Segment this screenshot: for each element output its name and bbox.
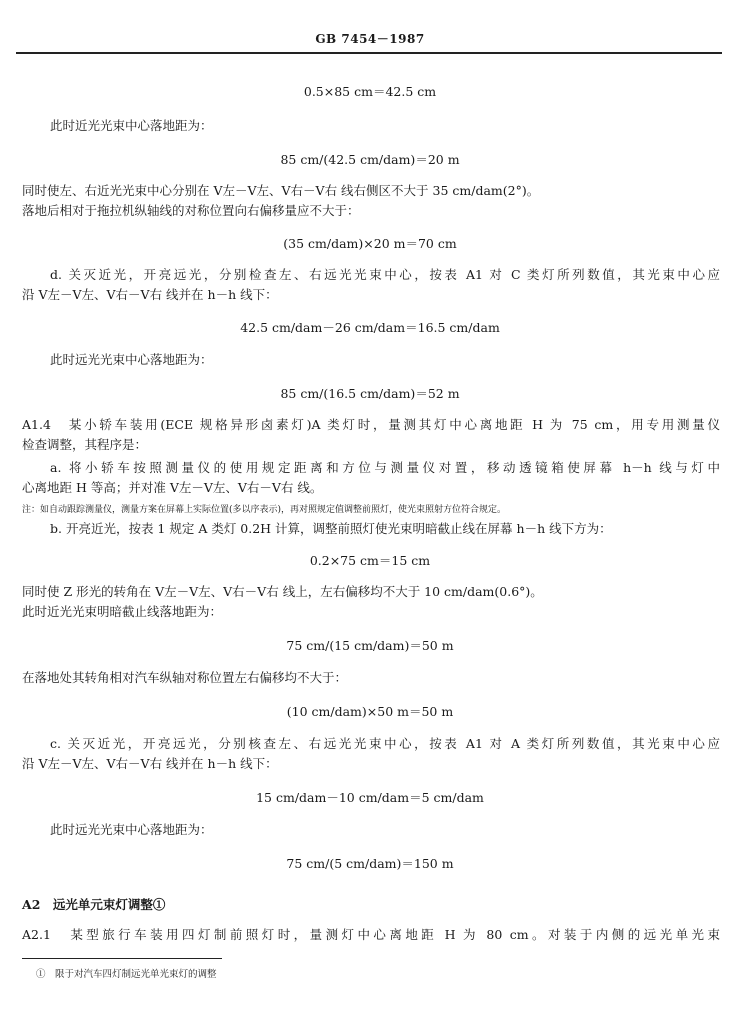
formula-line: 75 cm/(15 cm/dam)＝50 m	[286, 638, 454, 653]
header-rule	[16, 52, 722, 54]
text-line: 沿 V左－V左、V右－V右 线并在 h－h 线下：	[22, 756, 278, 771]
formula-line: 85 cm/(42.5 cm/dam)＝20 m	[280, 152, 460, 167]
section-line: A1.4 某小轿车装用(ECE 规格异形卤素灯)A 类灯时，量测其灯中心离地距 H 为 75 cm，用专用测量仪	[22, 417, 720, 432]
text-line: 在落地处其转角相对汽车纵轴对称位置左右偏移均不大于：	[22, 670, 348, 685]
page-header: GB 7454－1987	[315, 32, 425, 46]
text-line: 此时近光光束明暗截止线落地距为：	[22, 604, 223, 619]
text-line: 检查调整，其程序是：	[22, 437, 148, 452]
footnote-rule	[22, 958, 222, 959]
text-line: 此时远光光束中心落地距为：	[50, 352, 213, 367]
text-line: 心离地距 H 等高；并对准 V左－V左、V右－V右 线。	[22, 480, 323, 495]
section-heading: A2 远光单元束灯调整①	[22, 897, 166, 912]
formula-line: 15 cm/dam－10 cm/dam＝5 cm/dam	[256, 790, 484, 805]
text-line: c. 关灭近光，开亮远光，分别核查左、右远光光束中心，按表 A1 对 A 类灯所列数值，其光束中心应	[50, 736, 720, 751]
text-line: b. 开亮近光，按表 1 规定 A 类灯 0.2H 计算，调整前照灯使光束明暗截止线在屏幕 h－h 线下方为：	[50, 521, 612, 536]
text-line: 同时使左、右近光光束中心分别在 V左－V左、V右－V右 线右侧区不大于 35 cm/dam(2°)。	[22, 183, 540, 198]
formula-line: (35 cm/dam)×20 m＝70 cm	[283, 236, 457, 251]
section-line: A2.1 某型旅行车装用四灯制前照灯时，量测灯中心离地距 H 为 80 cm。对装于内侧的远光单光束	[22, 927, 720, 942]
formula-line: 42.5 cm/dam－26 cm/dam＝16.5 cm/dam	[240, 320, 500, 335]
formula-line: 85 cm/(16.5 cm/dam)＝52 m	[280, 386, 460, 401]
text-line: d. 关灭近光，开亮远光，分别检查左、右远光光束中心，按表 A1 对 C 类灯所列数值，其光束中心应	[50, 267, 720, 282]
text-line: 沿 V左－V左、V右－V右 线并在 h－h 线下：	[22, 287, 278, 302]
text-line: a. 将小轿车按照测量仪的使用规定距离和方位与测量仪对置，移动透镜箱使屏幕 h－h 线与灯中	[50, 460, 720, 475]
note-line: 注：如自动跟踪测量仪，测量方案在屏幕上实际位置(多以序表示)，再对照规定值调整前照灯，使光束照射方位符合规定。	[22, 505, 507, 515]
text-line: 此时近光光束中心落地距为：	[50, 118, 213, 133]
formula-line: (10 cm/dam)×50 m＝50 m	[286, 704, 454, 719]
text-line: 落地后相对于拖拉机纵轴线的对称位置向右偏移量应不大于：	[22, 203, 360, 218]
text-line: 同时使 Z 形光的转角在 V左－V左、V右－V右 线上，左右偏移均不大于 10 cm/dam(0.6°)。	[22, 584, 543, 599]
formula-line: 0.2×75 cm＝15 cm	[309, 553, 431, 568]
formula-line: 75 cm/(5 cm/dam)＝150 m	[286, 856, 454, 871]
footnote: ① 限于对汽车四灯制远光单光束灯的调整	[36, 969, 217, 980]
formula-line: 0.5×85 cm＝42.5 cm	[303, 84, 437, 99]
text-line: 此时远光光束中心落地距为：	[50, 822, 213, 837]
